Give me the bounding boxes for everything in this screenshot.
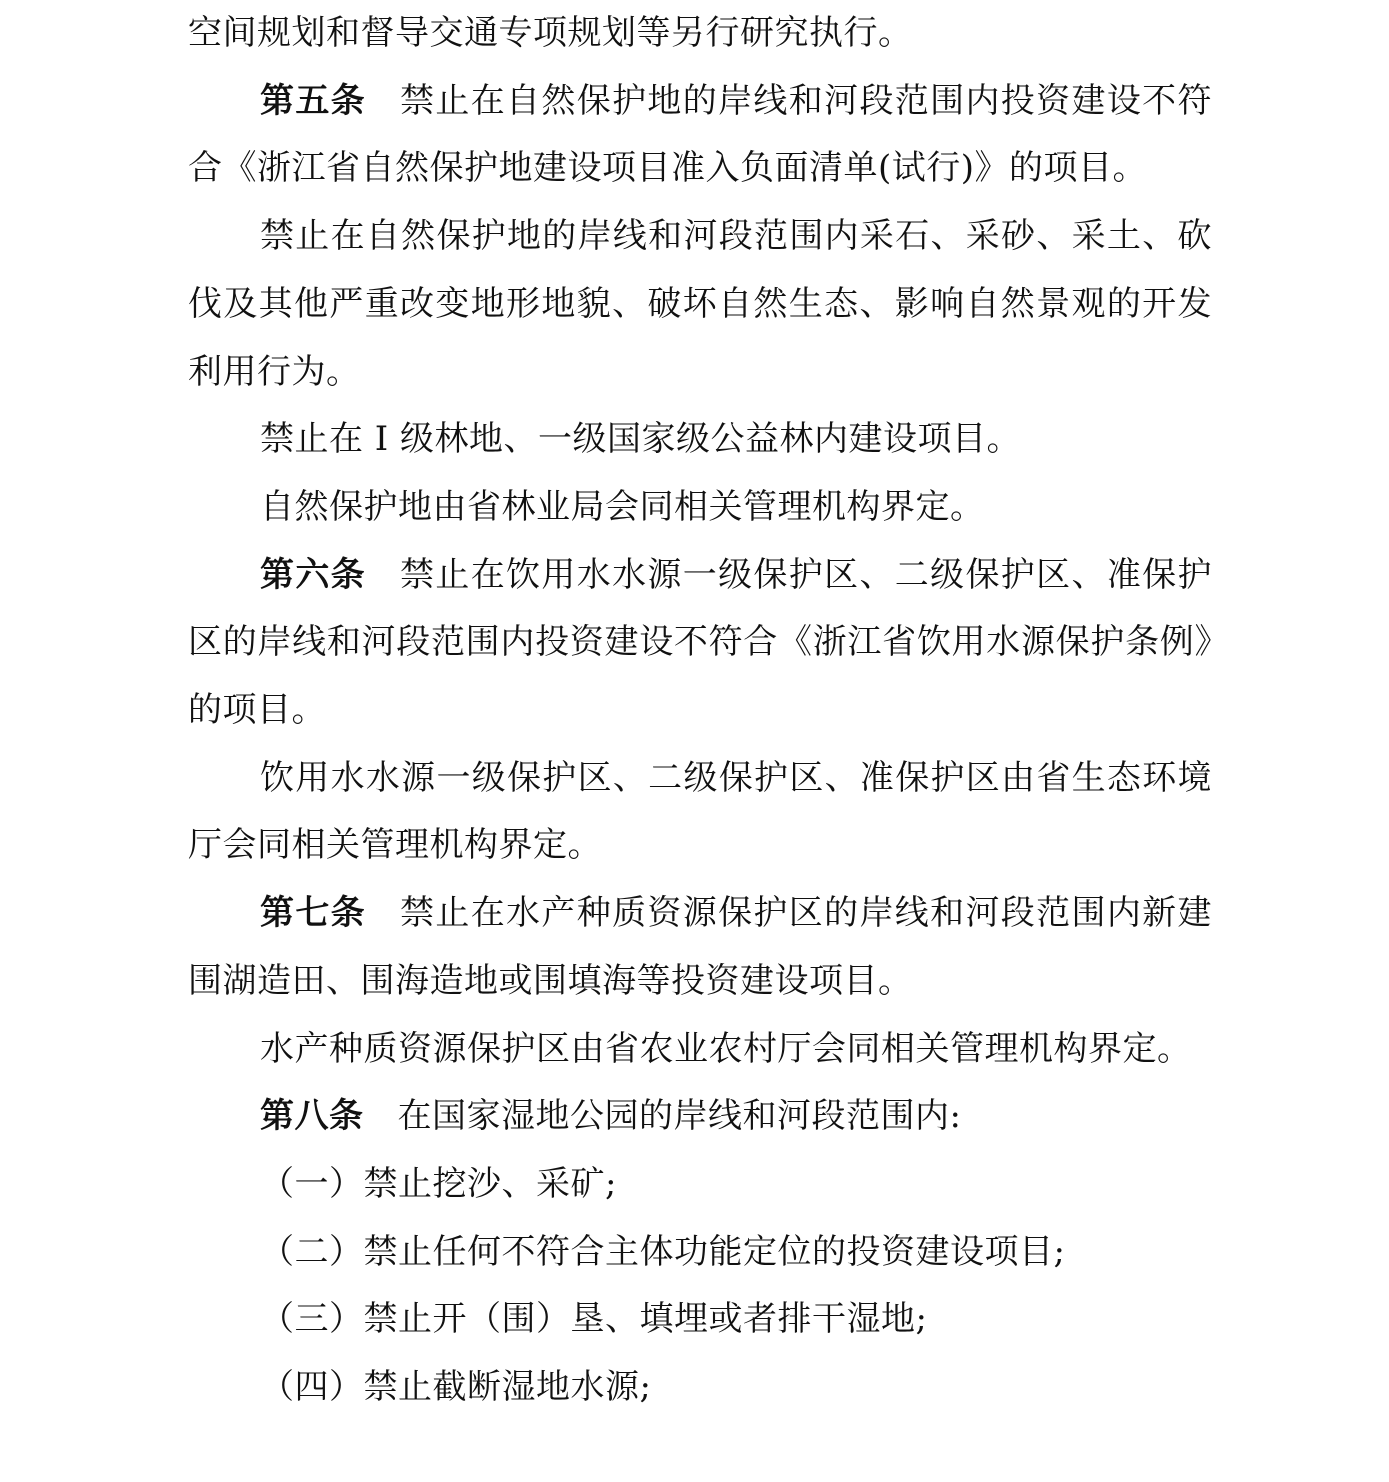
paragraph-text: 在国家湿地公园的岸线和河段范围内: xyxy=(397,1096,962,1137)
paragraph-text: 禁止在饮用水水源一级保护区、二级保护区、准保护区的岸线和河段范围内投资建设不符合《浙江省饮用水源保护条例》的项目。 xyxy=(188,554,1213,731)
paragraph-text: 水产种质资源保护区由省农业农村厅会同相关管理机构界定。 xyxy=(260,1028,1192,1069)
list-item-4 xyxy=(188,1354,1212,1422)
article-5-paragraph xyxy=(188,68,1212,203)
paragraph-1 xyxy=(188,0,1212,68)
paragraph-text: 自然保护地由省林业局会同相关管理机构界定。 xyxy=(260,486,985,527)
article-8-paragraph xyxy=(188,1083,1212,1151)
paragraph-4 xyxy=(188,406,1212,474)
paragraph-text: 禁止在自然保护地的岸线和河段范围内投资建设不符合《浙江省自然保护地建设项目准入负面清单(试行)》的项目。 xyxy=(188,80,1213,189)
article-heading: 第七条 xyxy=(260,893,367,934)
paragraph-text: （二）禁止任何不符合主体功能定位的投资建设项目; xyxy=(260,1231,1066,1272)
paragraph-text: 空间规划和督导交通专项规划等另行研究执行。 xyxy=(188,13,913,53)
paragraph-7 xyxy=(188,745,1212,880)
paragraph-text: （四）禁止截断湿地水源; xyxy=(260,1367,652,1408)
paragraph-3 xyxy=(188,203,1212,406)
article-heading: 第八条 xyxy=(260,1096,364,1137)
paragraph-text: （三）禁止开（围）垦、填埋或者排干湿地; xyxy=(260,1299,928,1340)
article-6-paragraph xyxy=(188,542,1212,745)
paragraph-text: 饮用水水源一级保护区、二级保护区、准保护区由省生态环境厅会同相关管理机构界定。 xyxy=(188,757,1212,866)
paragraph-5 xyxy=(188,474,1212,542)
article-heading: 第六条 xyxy=(260,554,367,595)
list-item-3 xyxy=(188,1286,1212,1354)
document-body xyxy=(188,0,1212,1422)
list-item-1 xyxy=(188,1151,1212,1219)
article-heading: 第五条 xyxy=(260,80,367,121)
article-7-paragraph xyxy=(188,880,1212,1015)
paragraph-text: 禁止在自然保护地的岸线和河段范围内采石、采砂、采土、砍伐及其他严重改变地形地貌、破坏自然生态、影响自然景观的开发利用行为。 xyxy=(188,216,1212,392)
paragraph-text: 禁止在 I 级林地、一级国家级公益林内建设项目。 xyxy=(260,419,1022,460)
paragraph-9 xyxy=(188,1016,1212,1084)
list-item-2 xyxy=(188,1219,1212,1287)
paragraph-text: （一）禁止挖沙、采矿; xyxy=(260,1163,617,1204)
paragraph-text: 禁止在水产种质资源保护区的岸线和河段范围内新建围湖造田、围海造地或围填海等投资建设项目。 xyxy=(188,893,1213,1001)
